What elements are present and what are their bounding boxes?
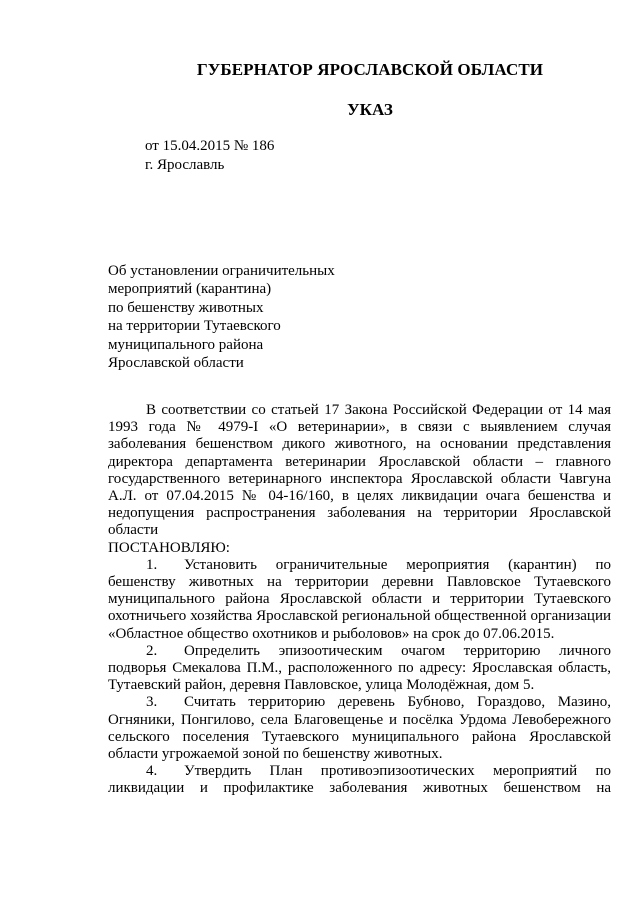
city: г. Ярославль <box>145 157 225 173</box>
item-number: 4. <box>146 763 158 780</box>
subject-line: по бешенству животных <box>108 299 264 316</box>
item-text: Определить эпизоотическим очагом территорию личного подворья Смекалова П.М., расположенного по адресу: Ярославская область, Тутаевский район, деревня Павловское, улица Молодёжная, дом 5. <box>108 642 611 694</box>
subject-line: на территории Тутаевского <box>108 318 281 335</box>
document-type: УКАЗ <box>347 100 393 119</box>
document-meta <box>145 137 274 175</box>
item-text: Установить ограничительные мероприятия (карантин) по бешенству животных на территории деревни Павловское Тутаевского муниципального района Ярославской области и территории Тутаевского охотничьего хозяйства Ярославской региональной общественной организации «Областное общество охотников и рыболовов» на срок до 07.06.2015. <box>108 556 611 642</box>
item-text: Утвердить План противоэпизоотических мероприятий по ликвидации и профилактике заболевания животных бешенством на <box>108 763 611 797</box>
list-item <box>108 763 611 797</box>
item-number: 1. <box>146 556 158 573</box>
subject-line: Ярославской области <box>108 355 244 372</box>
item-number: 3. <box>146 694 158 711</box>
date-number: от 15.04.2015 № 186 <box>145 138 275 154</box>
list-item <box>108 694 611 763</box>
preamble-paragraph: В соответствии со статьей 17 Закона Российской Федерации от 14 мая 1993 года № 4979-I «О ветеринарии», в связи с выявлением случая заболевания бешенством дикого животного, на основании представления директора департамента ветеринарии Ярославской области – главного государственного ветеринарного инспектора Ярославской области Чавгуна А.Л. от 07.04.2015 № 04-16/160, в целях ликвидации очага бешенства и недопущения распространения заболевания на территории Ярославской области <box>108 402 611 539</box>
document-body <box>108 402 611 798</box>
document-subject <box>108 262 335 372</box>
list-item <box>108 643 611 695</box>
subject-line: Об установлении ограничительных <box>108 263 335 279</box>
item-number: 2. <box>146 642 158 659</box>
item-text: Считать территорию деревень Бубново, Гораздово, Мазино, Огняники, Понгилово, села Благовещенье и посёлка Урдома Левобережного сельского поселения Тутаевского муниципального района Ярославской области угрожаемой зоной по бешенству животных. <box>108 694 611 763</box>
subject-line: муниципального района <box>108 336 264 353</box>
subject-line: мероприятий (карантина) <box>108 281 272 298</box>
list-item <box>108 557 611 643</box>
issuer-title: ГУБЕРНАТОР ЯРОСЛАВСКОЙ ОБЛАСТИ <box>196 60 544 79</box>
resolve-heading: ПОСТАНОВЛЯЮ: <box>108 539 230 556</box>
